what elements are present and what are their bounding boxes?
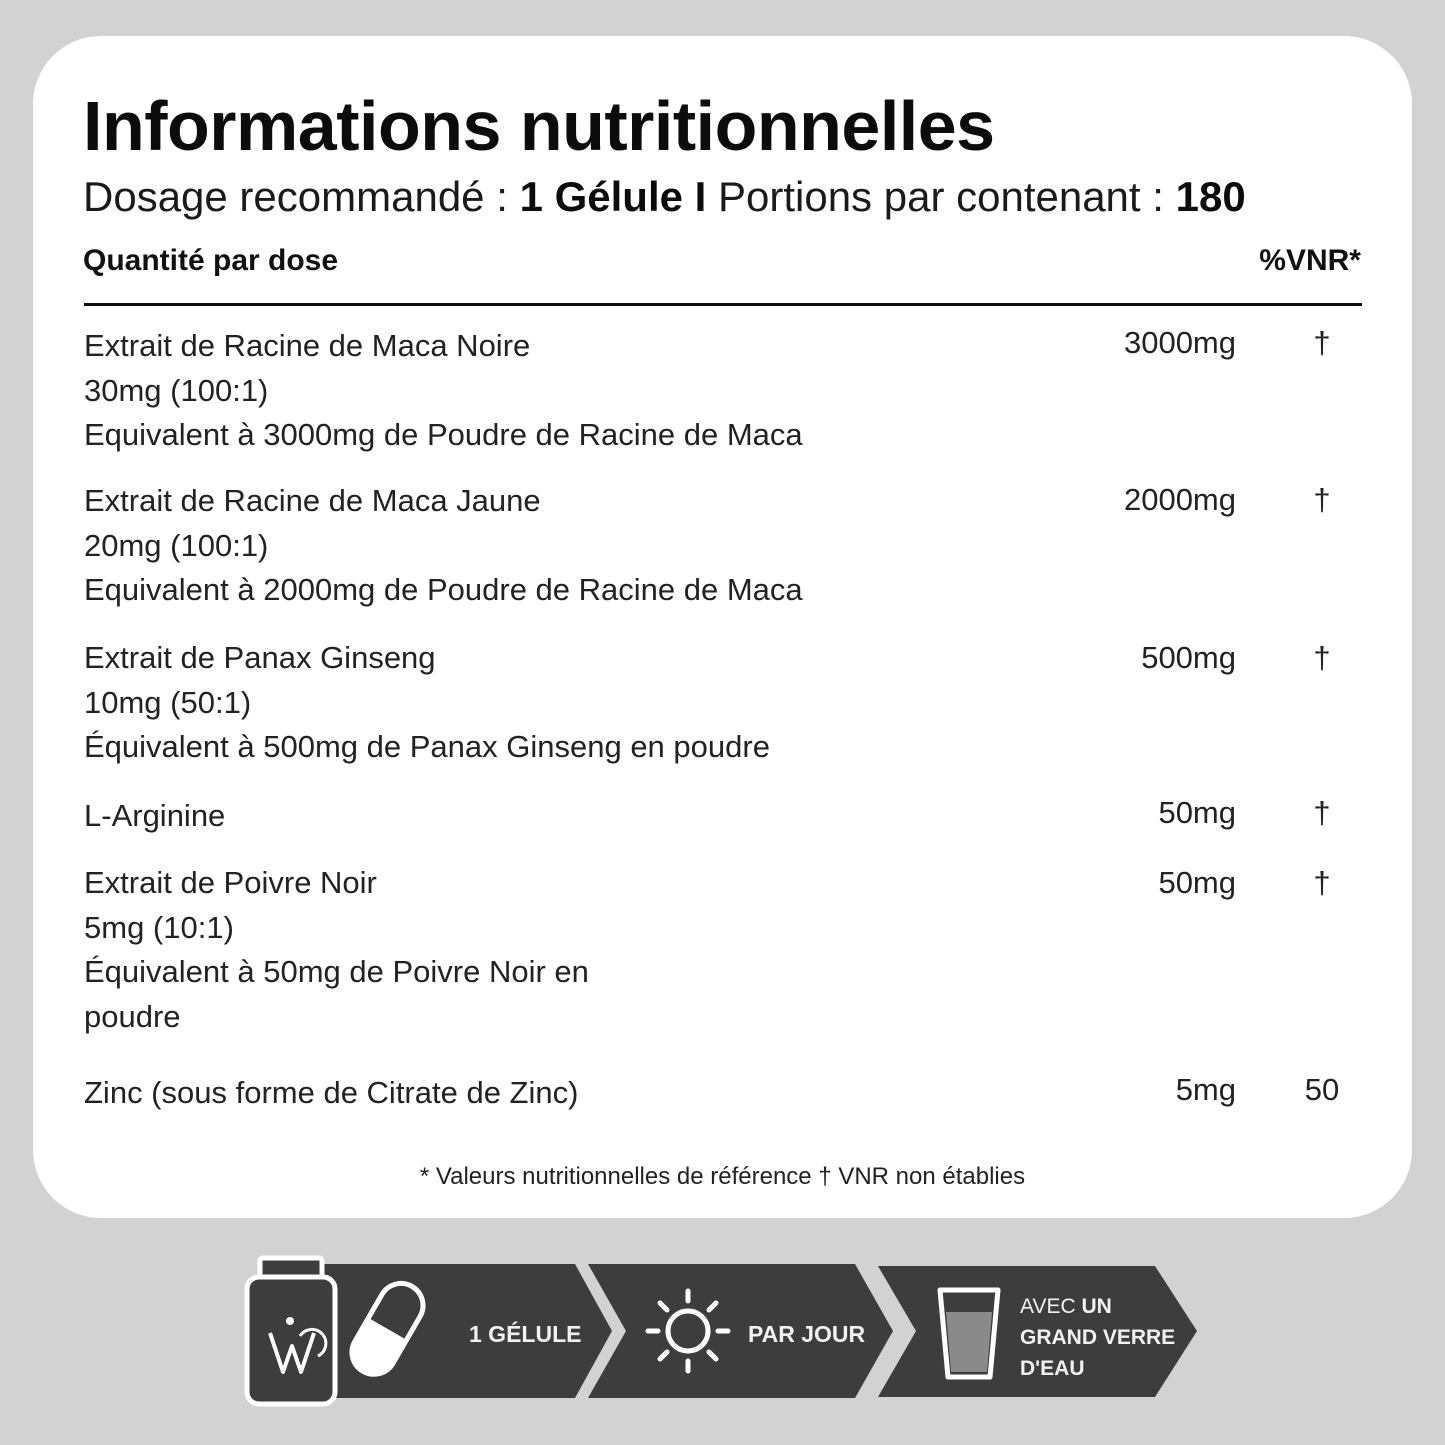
ingredient-line: Équivalent à 500mg de Panax Ginseng en poudre <box>84 729 770 764</box>
step-one-capsule-label: 1 GÉLULE <box>469 1321 582 1347</box>
column-header-quantity: Quantité par dose <box>83 244 339 277</box>
ingredient-amount: 50mg <box>1158 865 1236 900</box>
ingredient-amount: 3000mg <box>1123 325 1236 360</box>
ingredient-line: Extrait de Racine de Maca Noire <box>84 328 531 363</box>
ingredient-line: L-Arginine <box>84 798 226 833</box>
bottle-icon <box>247 1258 335 1404</box>
ingredient-amount: 50mg <box>1158 795 1236 830</box>
ingredient-amount: 500mg <box>1141 640 1236 675</box>
ingredient-line: Extrait de Panax Ginseng <box>84 640 436 675</box>
step-water-label <box>1020 1291 1175 1384</box>
ingredient-vnr: † <box>1313 865 1331 900</box>
ingredient-vnr: 50 <box>1304 1072 1340 1107</box>
ingredient-line: 10mg (50:1) <box>84 684 252 720</box>
ingredient-name <box>84 636 984 770</box>
header-divider <box>84 303 1362 306</box>
ingredient-line: 20mg (100:1) <box>84 527 269 563</box>
ingredient-line: 5mg (10:1) <box>84 909 234 945</box>
ingredient-line: Extrait de Racine de Maca Jaune <box>84 483 541 518</box>
ingredient-line: 30mg (100:1) <box>84 372 269 408</box>
ingredient-line: Équivalent à 50mg de Poivre Noir en <box>84 954 589 989</box>
page-title: Informations nutritionnelles <box>83 87 995 165</box>
dosage-value: 1 Gélule <box>519 173 683 220</box>
water-label-line: GRAND VERRE <box>1020 1326 1176 1349</box>
ingredient-line: Zinc (sous forme de Citrate de Zinc) <box>84 1075 579 1110</box>
ingredient-name <box>84 1071 984 1116</box>
ingredient-vnr: † <box>1313 640 1331 675</box>
ingredient-vnr: † <box>1313 482 1331 517</box>
dosage-label: Dosage recommandé : <box>83 173 520 220</box>
ingredient-amount: 5mg <box>1175 1072 1236 1107</box>
dosage-banner <box>0 1250 1445 1410</box>
ingredient-vnr: † <box>1313 325 1331 360</box>
step-per-day-label: PAR JOUR <box>748 1321 866 1347</box>
column-header-vnr: %VNR* <box>1259 244 1361 277</box>
ingredient-name <box>84 794 984 839</box>
separator: I <box>682 173 718 220</box>
ingredient-line: Equivalent à 3000mg de Poudre de Racine de Maca <box>84 417 803 452</box>
ingredient-line: poudre <box>84 998 181 1034</box>
ingredient-name <box>84 324 984 458</box>
water-label-bold: UN <box>1081 1295 1112 1318</box>
ingredient-line: Equivalent à 2000mg de Poudre de Racine de Maca <box>84 572 803 607</box>
ingredient-line: Extrait de Poivre Noir <box>84 865 377 900</box>
ingredient-name <box>84 479 984 613</box>
water-label-line: D'EAU <box>1020 1357 1085 1380</box>
footnote: * Valeurs nutritionnelles de référence † VNR non établies <box>419 1163 1026 1190</box>
ingredient-vnr: † <box>1313 795 1331 830</box>
portions-label: Portions par contenant : <box>717 173 1176 220</box>
ingredient-name <box>84 861 984 1039</box>
dosage-line <box>83 173 1246 221</box>
portions-value: 180 <box>1175 173 1246 220</box>
ingredient-amount: 2000mg <box>1123 482 1236 517</box>
water-label-light: AVEC <box>1020 1295 1082 1318</box>
